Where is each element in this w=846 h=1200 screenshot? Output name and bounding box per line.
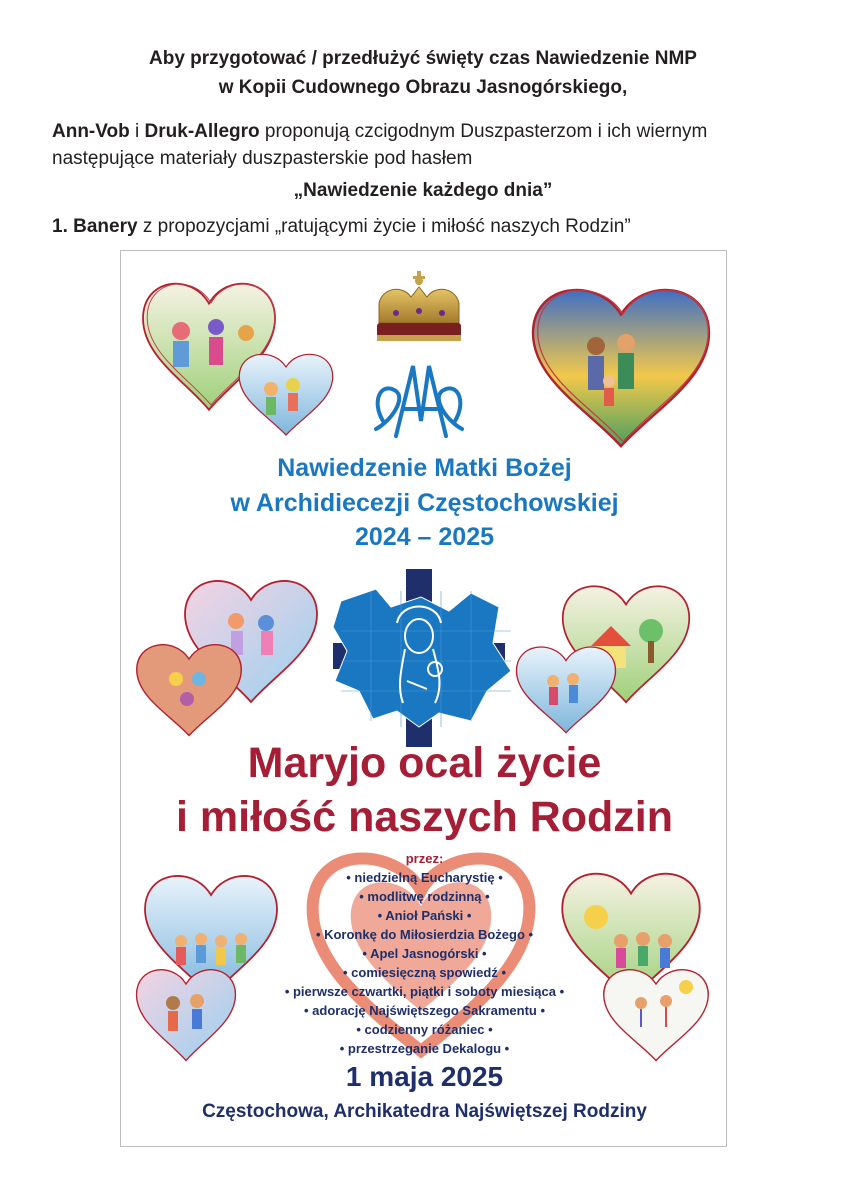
practice-item: • przestrzeganie Dekalogu • [339, 1041, 510, 1056]
marian-monogram-icon [376, 366, 462, 436]
event-date: 1 maja 2025 [345, 1061, 504, 1092]
slogan: „Nawiedzenie każdego dnia” [293, 180, 553, 201]
practice-item: • comiesięczną spowiedź • [343, 965, 506, 980]
intro-paragraph [52, 118, 812, 172]
item-number: 1. [52, 216, 68, 237]
practice-item: • codzienny różaniec • [356, 1022, 493, 1037]
practice-item: • Koronkę do Miłosierdzia Bożego • [315, 927, 534, 942]
practice-item: • Apel Jasnogórski • [362, 946, 487, 961]
item-heading [52, 216, 631, 238]
intro-line-2: w Kopii Cudownego Obrazu Jasnogórskiego, [218, 77, 628, 98]
org-druk-allegro: Druk-Allegro [144, 121, 260, 142]
banner-title-line-1: Nawiedzenie Matki Bożej [277, 454, 572, 482]
banner-motto-line-1: Maryjo ocal życie [247, 739, 602, 787]
banner-title-line-2: w Archidiecezji Częstochowskiej [230, 489, 619, 517]
org-ann-vob: Ann-Vob [52, 121, 130, 142]
event-place: Częstochowa, Archikatedra Najświętszej Rodziny [202, 1101, 647, 1122]
banner-poster [120, 250, 727, 1147]
practice-item: • niedzielną Eucharystię • [346, 870, 503, 885]
banner-motto-line-2: i miłość naszych Rodzin [176, 793, 673, 841]
intro-line-1: Aby przygotować / przedłużyć święty czas Nawiedzenie NMP [149, 48, 697, 69]
archdiocese-map-icon [333, 569, 511, 747]
practice-item: • Anioł Pański • [377, 908, 472, 923]
practice-item: • adorację Najświętszego Sakramentu • [303, 1003, 546, 1018]
practice-item: • modlitwę rodzinną • [359, 889, 490, 904]
heart-drawing-top-right [533, 290, 709, 446]
crown-icon [377, 271, 461, 341]
heart-drawing-middle-right-small [517, 647, 616, 733]
banner-years: 2024 – 2025 [354, 523, 495, 551]
heart-drawing-top-left-small [239, 354, 333, 435]
practice-item: • pierwsze czwartki, piątki i soboty miesiąca • [284, 984, 565, 999]
practices-heading: przez: [405, 851, 444, 866]
item-bold: Banery [73, 216, 138, 237]
item-rest: z propozycjami „ratującymi życie i miłość naszych Rodzin” [142, 216, 631, 237]
heart-drawing-middle-left-small [137, 645, 242, 736]
practices-list [121, 868, 727, 1058]
intro-and: i [135, 121, 140, 142]
intro-paragraph-rest: proponują czcigodnym Duszpasterzom i ich wiernym następujące materiały duszpasterskie pod hasłem [52, 121, 708, 169]
